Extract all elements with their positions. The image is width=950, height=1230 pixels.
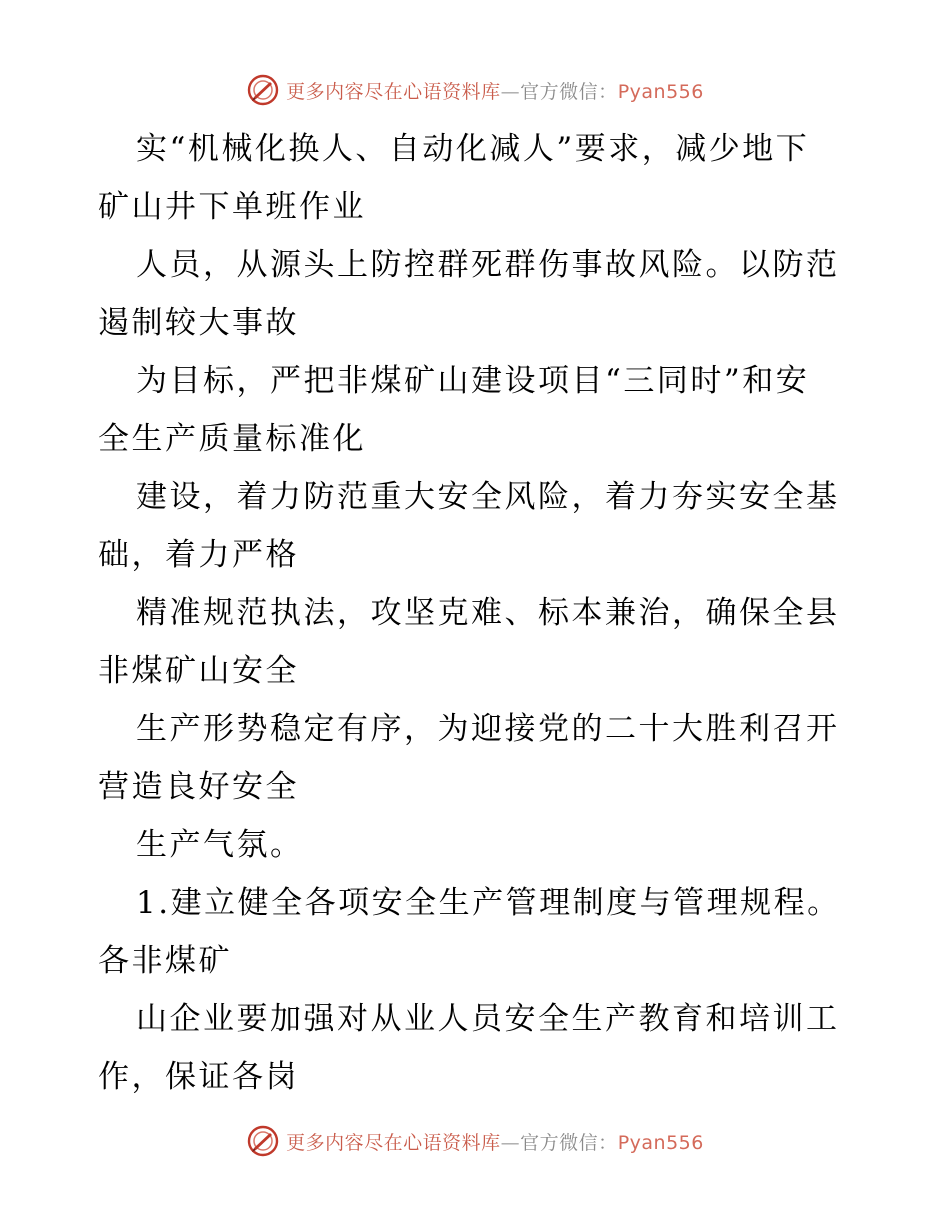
text-line: 山企业要加强对从业人员安全生产教育和培训工 <box>136 1001 840 1037</box>
text-line: 全生产质量标准化 <box>98 421 366 457</box>
paragraph-9 <box>98 990 858 1106</box>
header-watermark <box>0 70 950 110</box>
text-line: 1.建立健全各项安全生产管理制度与管理规程。 <box>136 885 841 921</box>
watermark-dash: — <box>500 1131 521 1154</box>
footer-watermark <box>0 1121 950 1161</box>
text-line: 生产形势稳定有序，为迎接党的二十大胜利召开 <box>136 711 840 747</box>
text-line: 建设，着力防范重大安全风险，着力夯实安全基 <box>136 479 840 515</box>
text-line: 础，着力严格 <box>98 537 299 573</box>
watermark-text <box>286 77 704 104</box>
text-line: 遏制较大事故 <box>98 305 299 341</box>
text-line: 实“机械化换人、自动化减人”要求，减少地下 <box>136 131 810 167</box>
text-line: 生产气氛。 <box>136 827 304 863</box>
text-line: 为目标，严把非煤矿山建设项目“三同时”和安 <box>136 363 810 399</box>
watermark-label: 官方微信： <box>520 80 618 103</box>
paragraph-5 <box>98 584 858 700</box>
paragraph-1 <box>98 120 858 236</box>
document-body <box>98 120 858 1106</box>
watermark-label: 官方微信： <box>520 1131 618 1154</box>
text-line: 非煤矿山安全 <box>98 653 299 689</box>
text-line: 精准规范执法，攻坚克难、标本兼治，确保全县 <box>136 595 840 631</box>
text-line: 作，保证各岗 <box>98 1059 299 1095</box>
paragraph-8 <box>98 874 858 990</box>
text-line: 营造良好安全 <box>98 769 299 805</box>
watermark-main: 更多内容尽在心语资料库 <box>286 1131 501 1154</box>
brand-logo-icon <box>246 73 280 107</box>
watermark-text <box>286 1128 704 1155</box>
text-line: 矿山井下单班作业 <box>98 189 366 225</box>
paragraph-7 <box>98 816 858 874</box>
paragraph-6 <box>98 700 858 816</box>
paragraph-3 <box>98 352 858 468</box>
watermark-main: 更多内容尽在心语资料库 <box>286 80 501 103</box>
watermark-id: Pyan556 <box>617 1131 704 1154</box>
text-line: 各非煤矿 <box>98 943 232 979</box>
text-line: 人员，从源头上防控群死群伤事故风险。以防范 <box>136 247 840 283</box>
brand-logo-icon <box>246 1124 280 1158</box>
paragraph-4 <box>98 468 858 584</box>
paragraph-2 <box>98 236 858 352</box>
watermark-id: Pyan556 <box>617 80 704 103</box>
watermark-dash: — <box>500 80 521 103</box>
